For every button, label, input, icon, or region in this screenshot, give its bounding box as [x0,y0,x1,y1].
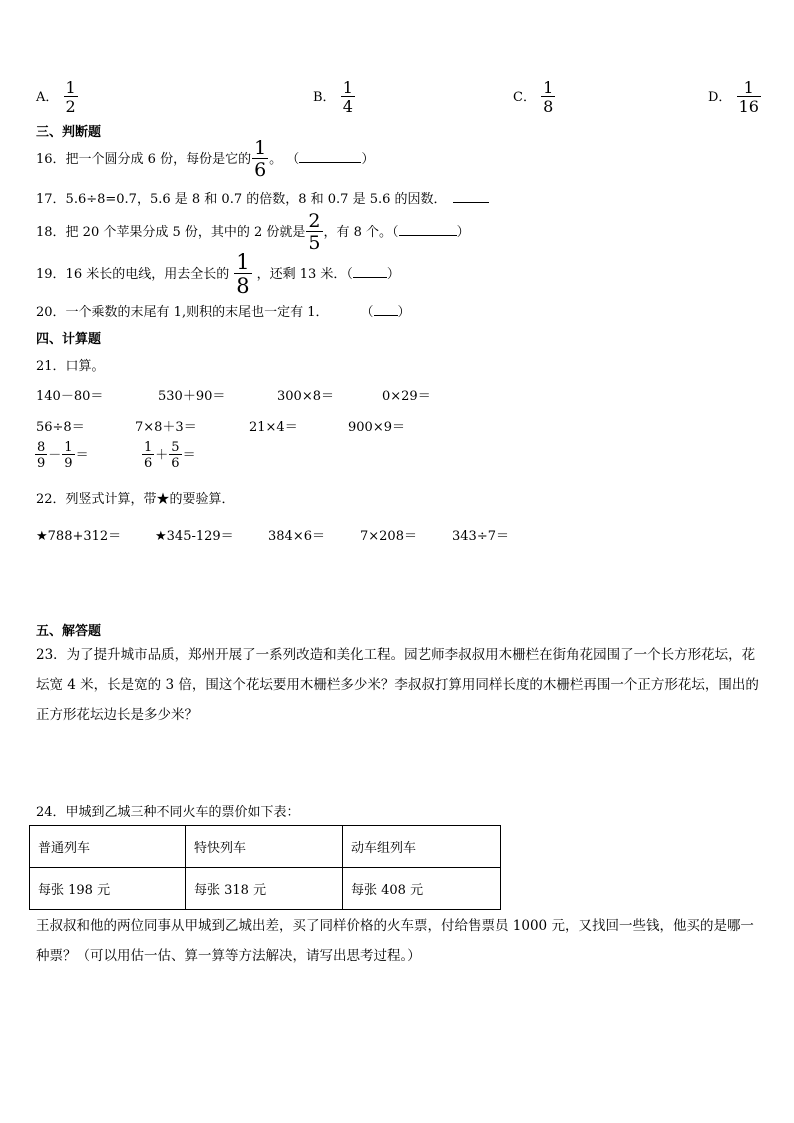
choice-d: D． $\frac{1}{16}$ [708,78,759,116]
vertical-calc-4: 7×208＝ [360,529,417,544]
fraction: $\frac{5}{6}$ [171,440,180,471]
choice-b: B． $\frac{1}{4}$ [313,78,353,116]
question-24-intro: 24．甲城到乙城三种不同火车的票价如下表： [36,805,300,820]
table-row [30,826,501,868]
answer-blank[interactable] [353,277,387,278]
table-cell: 特快列车 [186,826,343,868]
oral-calc-1: 140－80＝ [36,389,104,404]
vertical-calc-2: ★345-129＝ [155,529,234,544]
fraction: $\frac{1}{2}$ [65,78,76,116]
section-title-calculation: 四、计算题 [36,332,102,347]
fraction: $\frac{1}{6}$ [254,137,267,181]
choice-a: A． $\frac{1}{2}$ [36,78,76,116]
answer-blank[interactable] [453,202,489,203]
fare-table [29,825,501,910]
section-title-solve: 五、解答题 [36,624,102,639]
table-cell: 每张 408 元 [343,868,501,910]
oral-calc-4: 0×29＝ [382,389,431,404]
question-23: 23．为了提升城市品质，郑州开展了一系列改造和美化工程。园艺师李叔叔用木栅栏在街角花园围了一个长方形花坛，花坛宽 4 米，长是宽的 3 倍，围这个花坛要用木栅栏多少米？李叔叔打算用同样长度的木栅栏再围一个正方形花坛，围出的正方形花坛边长是多少米？ [36,647,759,723]
question-18: 18．把 20 个苹果分成 5 份，其中的 2 份就是 $\frac{2}{5}$ ，有 8 个。（ ） [36,210,470,254]
question-19: 19．16 米长的电线，用去全长的 $\frac{1}{8}$ ，还剩 13 米．（ ） [36,250,400,298]
vertical-calc-1: ★788+312＝ [36,529,122,544]
fraction: $\frac{1}{4}$ [342,78,353,116]
fraction-calc-1: $\frac{8}{9}$ － $\frac{1}{9}$ ＝ [37,440,89,471]
vertical-calc-5: 343÷7＝ [452,529,509,544]
choice-c: C． $\frac{1}{8}$ [513,78,554,116]
oral-calc-5: 56÷8＝ [36,420,85,435]
oral-calc-7: 21×4＝ [249,420,298,435]
oral-calc-3: 300×8＝ [277,389,334,404]
question-16: 16．把一个圆分成 6 份，每份是它的 $\frac{1}{6}$ 。 （ ） [36,137,375,181]
question-20: 20．一个乘数的末尾有 1,则积的末尾也一定有 1． （ ） [36,305,411,320]
fraction: $\frac{8}{9}$ [37,440,46,471]
fraction: $\frac{1}{8}$ [236,250,250,298]
question-17: 17．5.6÷8=0.7，5.6 是 8 和 0.7 的倍数，8 和 0.7 是 5.6 的因数． [36,188,489,207]
fraction-calc-2: $\frac{1}{6}$ ＋ $\frac{5}{6}$ ＝ [144,440,196,471]
section-title-judgement: 三、判断题 [36,125,102,140]
table-cell: 每张 198 元 [30,868,186,910]
question-24-text: 王叔叔和他的两位同事从甲城到乙城出差，买了同样价格的火车票，付给售票员 1000 元，又找回一些钱，他买的是哪一种票？（可以用估一估、算一算等方法解决，请写出思考过程。） [36,918,754,964]
table-cell: 动车组列车 [343,826,501,868]
oral-calc-6: 7×8＋3＝ [135,420,197,435]
question-22-title: 22．列竖式计算，带★的要验算． [36,492,235,507]
table-cell: 普通列车 [30,826,186,868]
oral-calc-8: 900×9＝ [348,420,405,435]
fraction: $\frac{2}{5}$ [308,210,321,254]
answer-blank[interactable] [299,162,361,163]
question-21-title: 21．口算。 [36,359,105,374]
table-cell: 每张 318 元 [186,868,343,910]
fraction: $\frac{1}{16}$ [738,78,759,116]
table-row [30,868,501,910]
answer-blank[interactable] [399,235,457,236]
answer-blank[interactable] [374,315,398,316]
fraction: $\frac{1}{9}$ [64,440,73,471]
oral-calc-2: 530＋90＝ [158,389,226,404]
fraction: $\frac{1}{8}$ [543,78,554,116]
fraction: $\frac{1}{6}$ [144,440,153,471]
vertical-calc-3: 384×6＝ [268,529,325,544]
